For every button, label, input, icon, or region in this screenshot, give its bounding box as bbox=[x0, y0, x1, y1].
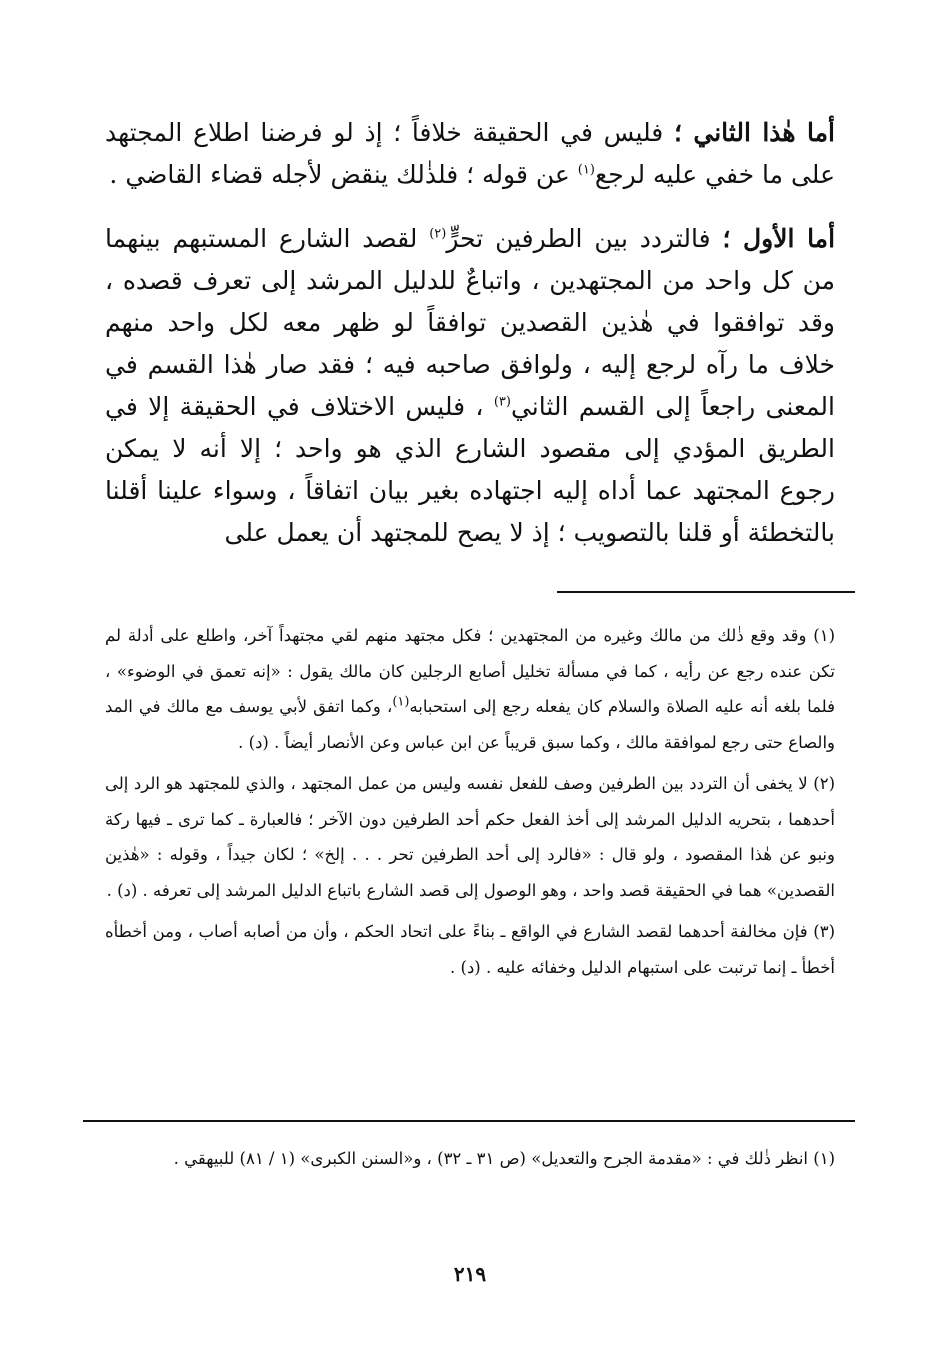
paragraph-1-text: فليس في الحقيقة خلافاً ؛ إذ لو فرضنا اطلاع المجتهد على ما خفي عليه لرجع bbox=[105, 118, 835, 189]
page-number: ٢١٩ bbox=[453, 1262, 487, 1286]
paragraph-2-text-after: ، فليس الاختلاف في الحقيقة إلا في الطريق المؤدي إلى مقصود الشارع الذي هو واحد ؛ إلا أنه لا يمكن رجوع المجتهد عما أداه إليه اجتهاده بغير بيان اتفاقاً ، وسواء علينا أقلنا بالتخطئة أو قلنا بالتصويب ؛ إذ لا يصح للمجتهد أن يعمل على bbox=[105, 392, 835, 547]
footnotes bbox=[105, 618, 835, 985]
footnote-ref-1: (١) bbox=[577, 162, 595, 178]
footnote-2: (٢) لا يخفى أن التردد بين الطرفين وصف للفعل نفسه وليس من عمل المجتهد ، والذي للمجتهد هو الرد إلى أحدهما ، بتحريه الدليل المرشد إلى أخذ الفعل حكم أحد الطرفين دون الآخر ؛ فالعبارة ـ كما ترى ـ فيها ركة ونبو عن هٰذا المقصود ، ولو قال : «فالرد إلى أحد الطرفين تحر . . . إلخ» ؛ لكان جيداً ، وقوله : «هٰذين القصدين» هما في الحقيقة قصد واحد ، وهو الوصول إلى قصد الشارع باتباع الدليل المرشد إلى تعرفه . (د) . bbox=[105, 774, 835, 900]
paragraph-1-lead: أما هٰذا الثاني ؛ bbox=[673, 118, 835, 147]
footnote-separator bbox=[557, 591, 855, 593]
paragraph-2-text: فالتردد بين الطرفين تحرٍّ bbox=[446, 224, 711, 253]
footnote-ref-3: (٣) bbox=[493, 394, 511, 410]
footnote-1 bbox=[105, 618, 835, 760]
footnote-3: (٣) فإن مخالفة أحدهما لقصد الشارع في الواقع ـ بناءً على اتحاد الحكم ، وأن من أصابه أصاب ، ومن أخطأه أخطأ ـ إنما ترتبت على استبهام الدليل وخفائه عليه . (د) . bbox=[105, 922, 835, 977]
paragraph-1 bbox=[105, 112, 835, 196]
paragraph-2-lead: أما الأول ؛ bbox=[722, 224, 836, 253]
footnote-ref-2: (٢) bbox=[429, 226, 447, 242]
editor-footnote-1: (١) انظر ذٰلك في : «مقدمة الجرح والتعديل» (ص ٣١ ـ ٣٢) ، و«السنن الكبرى» (١ / ٨١) للبيهقي . bbox=[173, 1149, 835, 1168]
main-text bbox=[105, 112, 835, 554]
editor-footnote-separator bbox=[83, 1120, 855, 1122]
paragraph-2 bbox=[105, 218, 835, 554]
footnote-1-ref: (١) bbox=[392, 694, 410, 710]
footnote-1-text: (١) وقد وقع ذٰلك من مالك وغيره من المجتهدين ؛ فكل مجتهد منهم لقي مجتهداً آخر، واطلع على أدلة لم تكن عنده رجع عن رأيه ، كما في مسألة تخليل أصابع الرجلين كان مالك يقول : «إنه تعمق في الوضوء» ، فلما بلغه أنه عليه الصلاة والسلام كان يفعله رجع إلى استحبابه bbox=[105, 626, 835, 716]
paragraph-1-text-after: عن قوله ؛ فلذٰلك ينقض لأجله قضاء القاضي . bbox=[109, 160, 570, 189]
editor-footnotes bbox=[105, 1140, 835, 1178]
paragraph-2-text-mid: لقصد الشارع المستبهم بينهما من كل واحد من المجتهدين ، واتباعٌ للدليل المرشد إلى تعرف قصده ، وقد توافقوا في هٰذين القصدين توافقاً لو ظهر معه لكل واحد منهم خلاف ما رآه لرجع إليه ، ولوافق صاحبه فيه ؛ فقد صار هٰذا القسم في المعنى راجعاً إلى القسم الثاني bbox=[105, 224, 835, 421]
footnote-1-text-after: ، وكما اتفق لأبي يوسف مع مالك في المد والصاع حتى رجع لموافقة مالك ، وكما سبق قريباً عن ابن عباس وعن الأنصار أيضاً . (د) . bbox=[105, 697, 835, 752]
